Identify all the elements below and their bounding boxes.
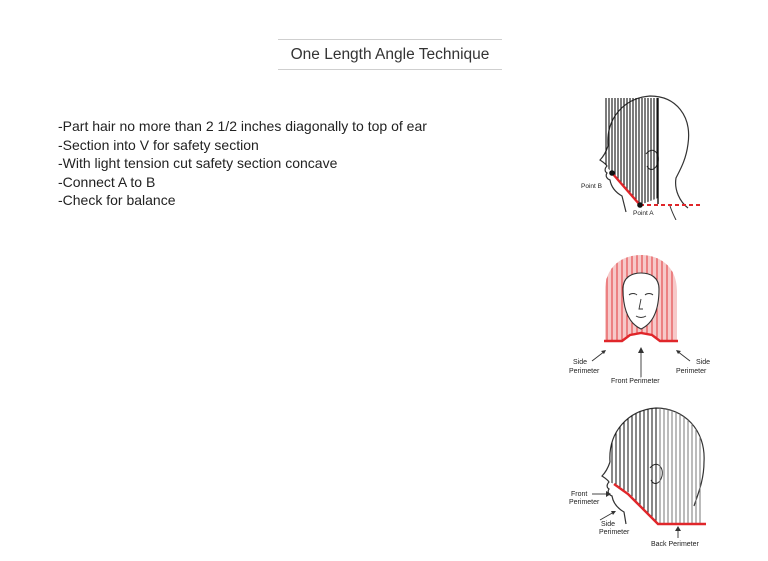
perimeter-profile-diagram xyxy=(566,402,716,552)
back-perimeter-label: Back Perimeter xyxy=(651,541,699,548)
side-arrow xyxy=(600,512,614,520)
title-frame xyxy=(278,39,502,70)
front-perimeter-label: Front Perimeter xyxy=(611,378,660,385)
side-perimeter-label-2: Perimeter xyxy=(599,529,630,536)
step-2: -Section into V for safety section xyxy=(58,136,259,153)
step-4: -Connect A to B xyxy=(58,173,156,190)
point-a-marker xyxy=(637,202,643,208)
front-perimeter-label-2: Perimeter xyxy=(569,499,600,506)
side-left-label-1: Side xyxy=(573,359,588,366)
step-5: -Check for balance xyxy=(58,192,176,208)
head-outline xyxy=(602,408,704,524)
step-list xyxy=(58,117,427,210)
point-b-marker xyxy=(609,170,615,176)
side-right-label-2: Perimeter xyxy=(676,368,707,375)
side-left-label-2: Perimeter xyxy=(569,368,600,375)
point-a-label: Point A xyxy=(633,210,654,217)
step-3: -With light tension cut safety section concave xyxy=(58,155,338,171)
step-1: -Part hair no more than 2 1/2 inches diagonally to top of ear xyxy=(58,118,427,134)
back-arrowhead xyxy=(675,526,681,531)
side-profile-diagram xyxy=(576,86,708,220)
point-b-label: Point B xyxy=(581,183,602,190)
head-outline xyxy=(600,96,689,220)
front-arrowhead xyxy=(638,347,644,353)
side-right-label-1: Side xyxy=(696,359,711,366)
front-view-diagram xyxy=(566,255,716,390)
side-perimeter-label-1: Side xyxy=(601,521,616,528)
slide-title: One Length Angle Technique xyxy=(290,46,490,63)
front-perimeter-label-1: Front xyxy=(571,491,588,498)
